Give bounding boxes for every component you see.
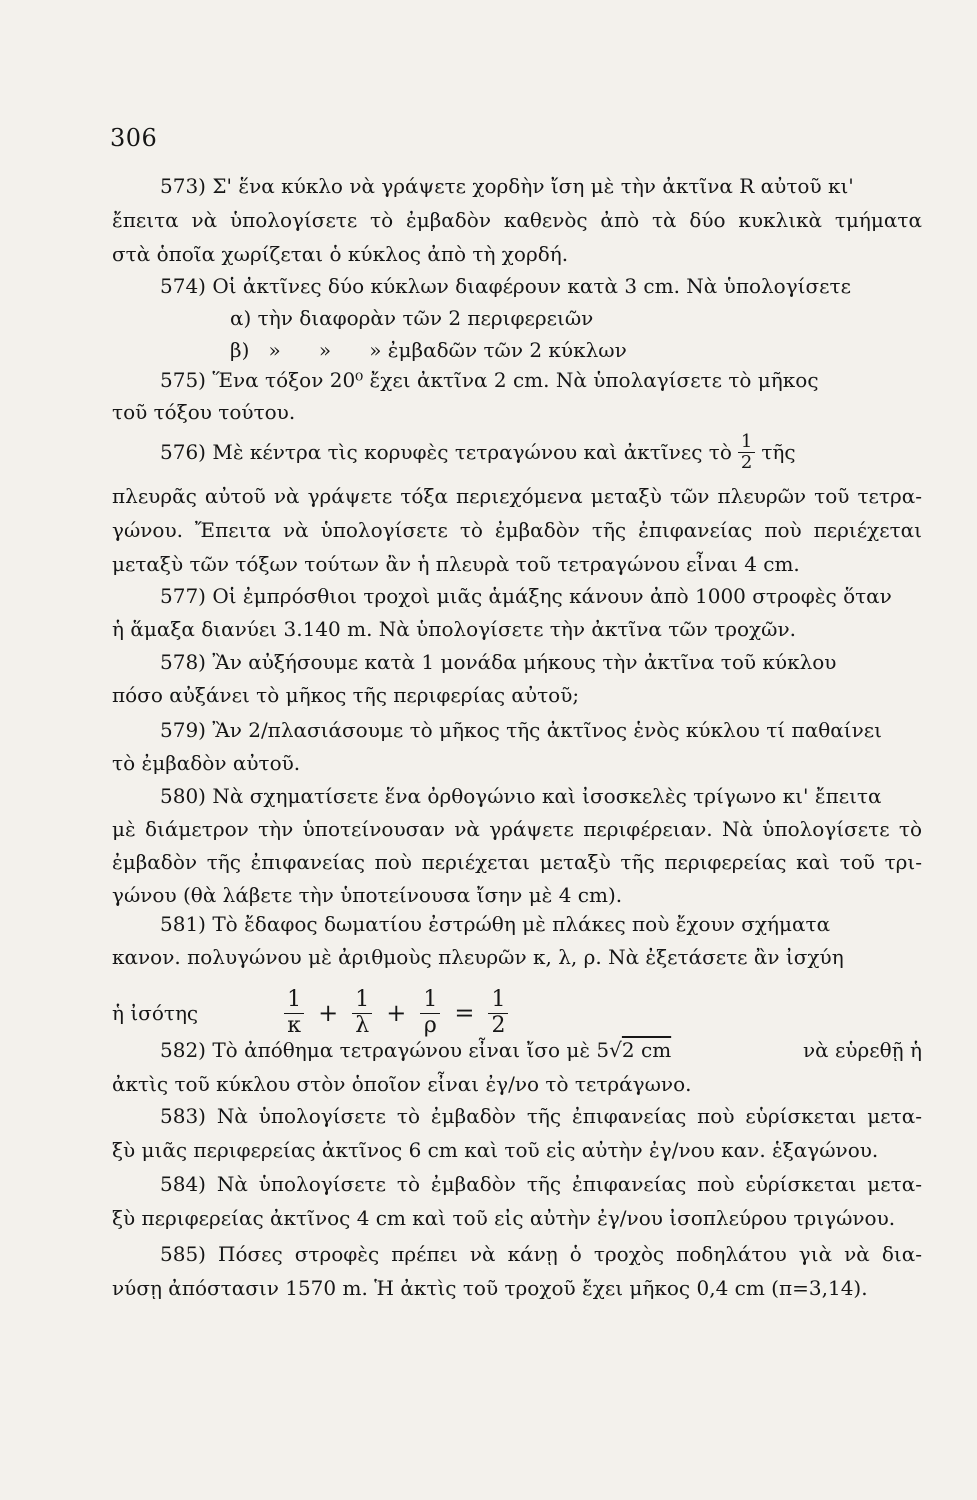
exercise-581-line-3: ἡ ἰσότης [112, 1001, 199, 1025]
exercise-576-line-1-end: τῆς [761, 440, 796, 464]
fraction-denominator: 2 [740, 451, 753, 473]
one-half-fraction [738, 432, 755, 473]
exercise-582-line-1-text [160, 1040, 671, 1060]
exercise-582-line-1-start: 582) Τὸ ἀπόθημα τετραγώνου εἶναι ἴσο μὲ 5 [160, 1038, 610, 1062]
exercise-581-equation-line [112, 986, 522, 1040]
exercise-574-line-1: 574) Οἱ ἀκτῖνες δύο κύκλων διαφέρουν κατὰ 3 cm. Νὰ ὑπολογίσετε [160, 274, 851, 298]
fraction-denominator: λ [355, 1012, 370, 1038]
fraction-numerator: 1 [738, 432, 755, 453]
exercise-580-line-1: 580) Νὰ σχηματίσετε ἕνα ὀρθογώνιο καὶ ἰσοσκελὲς τρίγωνο κι' ἔπειτα [160, 784, 882, 808]
exercise-575-line-1: 575) Ἕνα τόξον 20⁰ ἔχει ἀκτῖνα 2 cm. Νὰ ὑπολαγίσετε τὸ μῆκος [160, 368, 819, 392]
fraction-denominator: ρ [423, 1012, 437, 1038]
fraction-one-over-rho [420, 988, 440, 1037]
exercise-581-line-1: 581) Τὸ ἔδαφος δωματίου ἐστρώθη μὲ πλάκες ποὺ ἔχουν σχήματα [160, 912, 831, 936]
fraction-one-over-lambda [352, 988, 372, 1037]
exercise-576-line-1-text: 576) Μὲ κέντρα τὶς κορυφὲς τετραγώνου καὶ ἀκτῖνες τὸ [160, 440, 732, 464]
exercise-580-line-4: γώνου (θὰ λάβετε τὴν ὑποτείνουσα ἴσην μὲ 4 cm). [112, 883, 623, 907]
exercise-583-line-2: ξὺ μιᾶς περιφερείας ἀκτῖνος 6 cm καὶ τοῦ εἰς αὐτὴν ἐγ/νου καν. ἑξαγώνου. [112, 1138, 879, 1162]
fraction-one-half [488, 988, 508, 1037]
fraction-one-over-kappa [284, 988, 304, 1037]
exercise-580-line-3: ἐμβαδὸν τῆς ἐπιφανείας ποὺ περιέχεται μεταξὺ τῆς περιφερείας καὶ τοῦ τρι- [112, 850, 922, 874]
fraction-numerator: 1 [420, 988, 440, 1013]
plus-sign: + [386, 999, 407, 1027]
exercise-574-item-a: α) τὴν διαφορὰν τῶν 2 περιφερειῶν [230, 306, 594, 330]
exercise-581-line-2: κανον. πολυγώνου μὲ ἀριθμοὺς πλευρῶν κ, λ, ρ. Νὰ ἐξετάσετε ἂν ἰσχύη [112, 945, 844, 969]
exercise-585-line-2: νύσῃ ἀπόστασιν 1570 m. Ἡ ἀκτὶς τοῦ τροχοῦ ἔχει μῆκος 0,4 cm (π=3,14). [112, 1276, 868, 1300]
exercise-582-line-2: ἀκτὶς τοῦ κύκλου στὸν ὁποῖον εἶναι ἐγ/νο τὸ τετράγωνο. [112, 1072, 692, 1096]
plus-sign: + [318, 999, 339, 1027]
exercise-576-line-1 [160, 428, 796, 476]
exercise-579-line-2: τὸ ἐμβαδὸν αὐτοῦ. [112, 751, 301, 775]
exercise-580-line-2: μὲ διάμετρον τὴν ὑποτείνουσαν νὰ γράψετε περιφέρειαν. Νὰ ὑπολογίσετε τὸ [112, 817, 922, 841]
exercise-573-line-1: 573) Σ' ἕνα κύκλο νὰ γράψετε χορδὴν ἴση μὲ τὴν ἀκτῖνα R αὐτοῦ κι' [160, 174, 854, 198]
exercise-582-line-1 [160, 1040, 922, 1060]
exercise-573-line-2: ἔπειτα νὰ ὑπολογίσετε τὸ ἐμβαδὸν καθενὸς ἀπὸ τὰ δύο κυκλικὰ τμήματα [112, 208, 922, 232]
exercise-577-line-2: ἡ ἅμαξα διανύει 3.140 m. Νὰ ὑπολογίσετε τὴν ἀκτῖνα τῶν τροχῶν. [112, 617, 796, 641]
fraction-denominator: κ [287, 1012, 301, 1038]
exercise-578-line-2: πόσο αὐξάνει τὸ μῆκος τῆς περιφερίας αὐτοῦ; [112, 683, 580, 707]
fraction-numerator: 1 [352, 988, 372, 1013]
exercise-575-line-2: τοῦ τόξου τούτου. [112, 400, 296, 424]
exercise-577-line-1: 577) Οἱ ἐμπρόσθιοι τροχοὶ μιᾶς ἁμάξης κάνουν ἀπὸ 1000 στροφὲς ὅταν [160, 584, 892, 608]
fraction-numerator: 1 [488, 988, 508, 1013]
exercise-573-line-3: στὰ ὁποῖα χωρίζεται ὁ κύκλος ἀπὸ τὴ χορδή. [112, 242, 569, 266]
equals-sign: = [454, 999, 475, 1027]
exercise-584-line-2: ξὺ περιφερείας ἀκτῖνος 4 cm καὶ τοῦ εἰς αὐτὴν ἐγ/νου ἰσοπλεύρου τριγώνου. [112, 1206, 896, 1230]
square-root-sign: √ [609, 1038, 622, 1062]
exercise-585-line-1: 585) Πόσες στροφὲς πρέπει νὰ κάνῃ ὁ τροχὸς ποδηλάτου γιὰ νὰ δια- [160, 1242, 922, 1266]
exercise-576-line-3: γώνου. Ἔπειτα νὰ ὑπολογίσετε τὸ ἐμβαδὸν τῆς ἐπιφανείας ποὺ περιέχεται [112, 518, 922, 542]
fraction-denominator: 2 [491, 1012, 506, 1038]
exercise-578-line-1: 578) Ἂν αὐξήσουμε κατὰ 1 μονάδα μήκους τὴν ἀκτῖνα τοῦ κύκλου [160, 650, 837, 674]
fraction-numerator: 1 [284, 988, 304, 1013]
exercise-582-line-1-end: νὰ εὑρεθῇ ἡ [802, 1038, 922, 1062]
exercise-576-line-2: πλευρᾶς αὐτοῦ νὰ γράψετε τόξα περιεχόμενα μεταξὺ τῶν πλευρῶν τοῦ τετρα- [112, 484, 922, 508]
exercise-576-line-4: μεταξὺ τῶν τόξων τούτων ἂν ἡ πλευρὰ τοῦ τετραγώνου εἶναι 4 cm. [112, 552, 800, 576]
exercise-583-line-1: 583) Νὰ ὑπολογίσετε τὸ ἐμβαδὸν τῆς ἐπιφανείας ποὺ εὑρίσκεται μετα- [160, 1104, 922, 1128]
page-number: 306 [110, 124, 158, 152]
exercise-579-line-1: 579) Ἂν 2/πλασιάσουμε τὸ μῆκος τῆς ἀκτῖνος ἑνὸς κύκλου τί παθαίνει [160, 718, 882, 742]
exercise-584-line-1: 584) Νὰ ὑπολογίσετε τὸ ἐμβαδὸν τῆς ἐπιφανείας ποὺ εὑρίσκεται μετα- [160, 1172, 922, 1196]
square-root-radicand: 2 cm [621, 1038, 672, 1062]
exercise-574-item-b: β) » » » ἐμβαδῶν τῶν 2 κύκλων [230, 338, 627, 362]
